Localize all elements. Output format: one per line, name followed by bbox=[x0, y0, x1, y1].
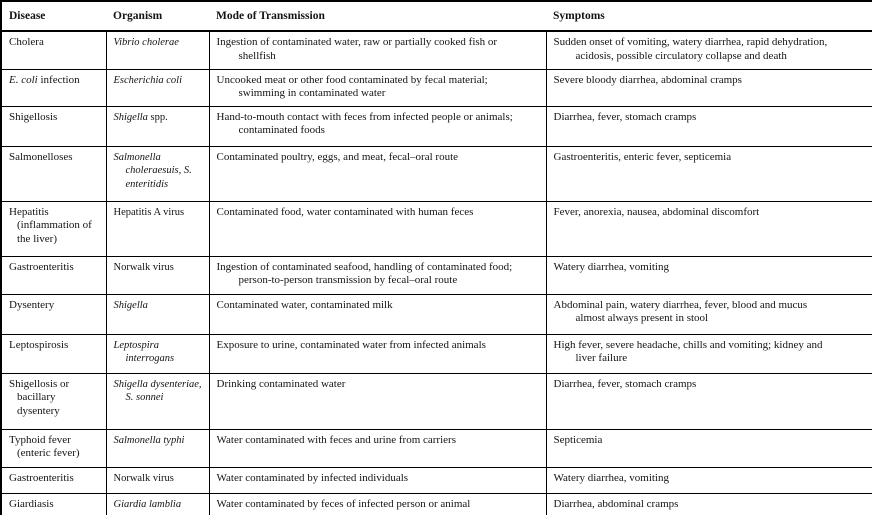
cell-line: High fever, severe headache, chills and vomiting; kidney and bbox=[553, 338, 823, 351]
cell-line: swimming in contaminated water bbox=[238, 87, 386, 99]
symptoms-cell bbox=[546, 256, 872, 294]
cell-line: Gastroenteritis bbox=[9, 471, 74, 484]
mode-cell bbox=[209, 373, 546, 429]
cell-line: dysentery bbox=[17, 404, 60, 417]
table-row bbox=[1, 294, 872, 334]
cell-line: Giardiasis bbox=[9, 497, 54, 510]
cell-line: (inflammation of bbox=[17, 219, 92, 231]
cell-line: Fever, anorexia, nausea, abdominal discomfort bbox=[553, 205, 760, 218]
mode-cell bbox=[209, 256, 546, 294]
column-header-organism: Organism bbox=[106, 1, 209, 31]
symptoms-cell bbox=[546, 294, 872, 334]
cell-line: interrogans bbox=[125, 353, 175, 364]
cell-line: Water contaminated with feces and urine from carriers bbox=[216, 433, 456, 446]
mode-cell bbox=[209, 334, 546, 373]
cell-line: Salmonella typhi bbox=[113, 434, 185, 446]
organism-cell bbox=[106, 31, 209, 69]
cell-line: Shigellosis bbox=[9, 110, 58, 123]
cell-line: Septicemia bbox=[553, 433, 603, 446]
cell-line: (enteric fever) bbox=[17, 447, 80, 459]
cell-line: Ingestion of contaminated seafood, handling of contaminated food; bbox=[216, 260, 513, 273]
disease-cell bbox=[1, 69, 106, 106]
table-body bbox=[1, 31, 872, 515]
disease-cell bbox=[1, 256, 106, 294]
cell-line: Severe bloody diarrhea, abdominal cramps bbox=[553, 73, 742, 86]
symptoms-cell bbox=[546, 106, 872, 146]
cell-line: Dysentery bbox=[9, 298, 55, 311]
table-row bbox=[1, 106, 872, 146]
cell-line: Salmonella bbox=[113, 151, 161, 163]
cell-line: Shigellosis or bbox=[9, 377, 70, 390]
organism-cell bbox=[106, 106, 209, 146]
disease-cell bbox=[1, 467, 106, 493]
cell-line: Diarrhea, fever, stomach cramps bbox=[553, 377, 697, 390]
mode-cell bbox=[209, 493, 546, 515]
cell-line: Contaminated food, water contaminated with human feces bbox=[216, 205, 474, 218]
cell-line: acidosis, possible circulatory collapse and death bbox=[575, 49, 787, 62]
symptoms-cell bbox=[546, 201, 872, 256]
table-row bbox=[1, 467, 872, 493]
cell-line: Hepatitis bbox=[9, 205, 49, 218]
cell-line: contaminated foods bbox=[238, 124, 325, 136]
cell-line: Norwalk virus bbox=[113, 472, 174, 484]
organism-cell bbox=[106, 373, 209, 429]
organism-cell bbox=[106, 429, 209, 467]
cell-line: E. coli infection bbox=[9, 73, 80, 86]
symptoms-cell bbox=[546, 334, 872, 373]
disease-cell bbox=[1, 334, 106, 373]
organism-cell bbox=[106, 256, 209, 294]
disease-cell bbox=[1, 106, 106, 146]
cell-line: Giardia lamblia bbox=[113, 498, 182, 510]
cell-line: Gastroenteritis bbox=[9, 260, 74, 273]
cell-line: Cholera bbox=[9, 36, 44, 48]
cell-line: Contaminated poultry, eggs, and meat, fecal–oral route bbox=[216, 150, 459, 163]
mode-cell bbox=[209, 201, 546, 256]
table-row bbox=[1, 429, 872, 467]
cell-line: Water contaminated by infected individuals bbox=[216, 471, 409, 484]
cell-line: Leptospirosis bbox=[9, 338, 69, 351]
cell-line: Uncooked meat or other food contaminated by fecal material; bbox=[216, 73, 488, 86]
table-row bbox=[1, 256, 872, 294]
mode-cell bbox=[209, 106, 546, 146]
column-header-mode: Mode of Transmission bbox=[209, 1, 546, 31]
cell-line: shellfish bbox=[238, 49, 276, 62]
table-row bbox=[1, 373, 872, 429]
cell-line: Abdominal pain, watery diarrhea, fever, blood and mucus bbox=[553, 298, 808, 311]
column-header-disease: Disease bbox=[1, 1, 106, 31]
symptoms-cell bbox=[546, 467, 872, 493]
organism-cell bbox=[106, 294, 209, 334]
cell-line: Hepatitis A virus bbox=[113, 206, 185, 218]
cell-line: Norwalk virus bbox=[113, 261, 174, 273]
organism-cell bbox=[106, 146, 209, 201]
table-row bbox=[1, 334, 872, 373]
cell-line: Shigella spp. bbox=[113, 111, 168, 123]
organism-cell bbox=[106, 334, 209, 373]
cell-line: Contaminated water, contaminated milk bbox=[216, 298, 393, 311]
disease-cell bbox=[1, 31, 106, 69]
cell-line: Shigella dysenteriae, bbox=[113, 378, 202, 390]
table-row bbox=[1, 69, 872, 106]
cell-line: Vibrio cholerae bbox=[113, 37, 179, 48]
column-header-symptoms: Symptoms bbox=[546, 1, 872, 31]
cell-line: Shigella bbox=[113, 299, 148, 311]
symptoms-cell bbox=[546, 493, 872, 515]
cell-line: Sudden onset of vomiting, watery diarrhea, rapid dehydration, bbox=[553, 36, 828, 48]
disease-cell bbox=[1, 146, 106, 201]
cell-line: almost always present in stool bbox=[575, 312, 709, 324]
organism-cell bbox=[106, 493, 209, 515]
table-header-row bbox=[1, 1, 872, 31]
cell-line: S. sonnei bbox=[125, 392, 164, 403]
cell-line: bacillary bbox=[17, 391, 56, 403]
organism-cell bbox=[106, 201, 209, 256]
table-row bbox=[1, 31, 872, 69]
cell-line: Watery diarrhea, vomiting bbox=[553, 260, 669, 273]
cell-line: Escherichia coli bbox=[113, 74, 183, 86]
cell-line: Drinking contaminated water bbox=[216, 377, 346, 390]
disease-cell bbox=[1, 493, 106, 515]
cell-line: Diarrhea, abdominal cramps bbox=[553, 497, 679, 510]
cell-line: Hand-to-mouth contact with feces from infected people or animals; bbox=[216, 110, 513, 123]
symptoms-cell bbox=[546, 31, 872, 69]
cell-line: person-to-person transmission by fecal–oral route bbox=[238, 274, 458, 286]
table-row bbox=[1, 201, 872, 256]
disease-cell bbox=[1, 429, 106, 467]
mode-cell bbox=[209, 467, 546, 493]
cell-line: Exposure to urine, contaminated water from infected animals bbox=[216, 338, 486, 351]
mode-cell bbox=[209, 429, 546, 467]
cell-line: liver failure bbox=[575, 352, 628, 364]
disease-cell bbox=[1, 373, 106, 429]
table-row bbox=[1, 146, 872, 201]
disease-cell bbox=[1, 201, 106, 256]
mode-cell bbox=[209, 294, 546, 334]
cell-line: Ingestion of contaminated water, raw or partially cooked fish or bbox=[216, 36, 498, 48]
cell-line: Diarrhea, fever, stomach cramps bbox=[553, 110, 697, 123]
symptoms-cell bbox=[546, 429, 872, 467]
organism-cell bbox=[106, 69, 209, 106]
disease-cell bbox=[1, 294, 106, 334]
symptoms-cell bbox=[546, 69, 872, 106]
cell-line: Gastroenteritis, enteric fever, septicemia bbox=[553, 150, 732, 163]
table-row bbox=[1, 493, 872, 515]
cell-line: Salmonelloses bbox=[9, 150, 73, 163]
symptoms-cell bbox=[546, 146, 872, 201]
cell-line: Typhoid fever bbox=[9, 433, 71, 446]
cell-line: Leptospira bbox=[113, 339, 160, 351]
cell-line: Watery diarrhea, vomiting bbox=[553, 471, 669, 484]
mode-cell bbox=[209, 146, 546, 201]
symptoms-cell bbox=[546, 373, 872, 429]
cell-line: choleraesuis, S. bbox=[125, 165, 192, 176]
cell-line: the liver) bbox=[17, 232, 58, 245]
cell-line: enteritidis bbox=[125, 178, 169, 190]
organism-cell bbox=[106, 467, 209, 493]
mode-cell bbox=[209, 69, 546, 106]
mode-cell bbox=[209, 31, 546, 69]
cell-line: Water contaminated by feces of infected person or animal bbox=[216, 497, 471, 510]
